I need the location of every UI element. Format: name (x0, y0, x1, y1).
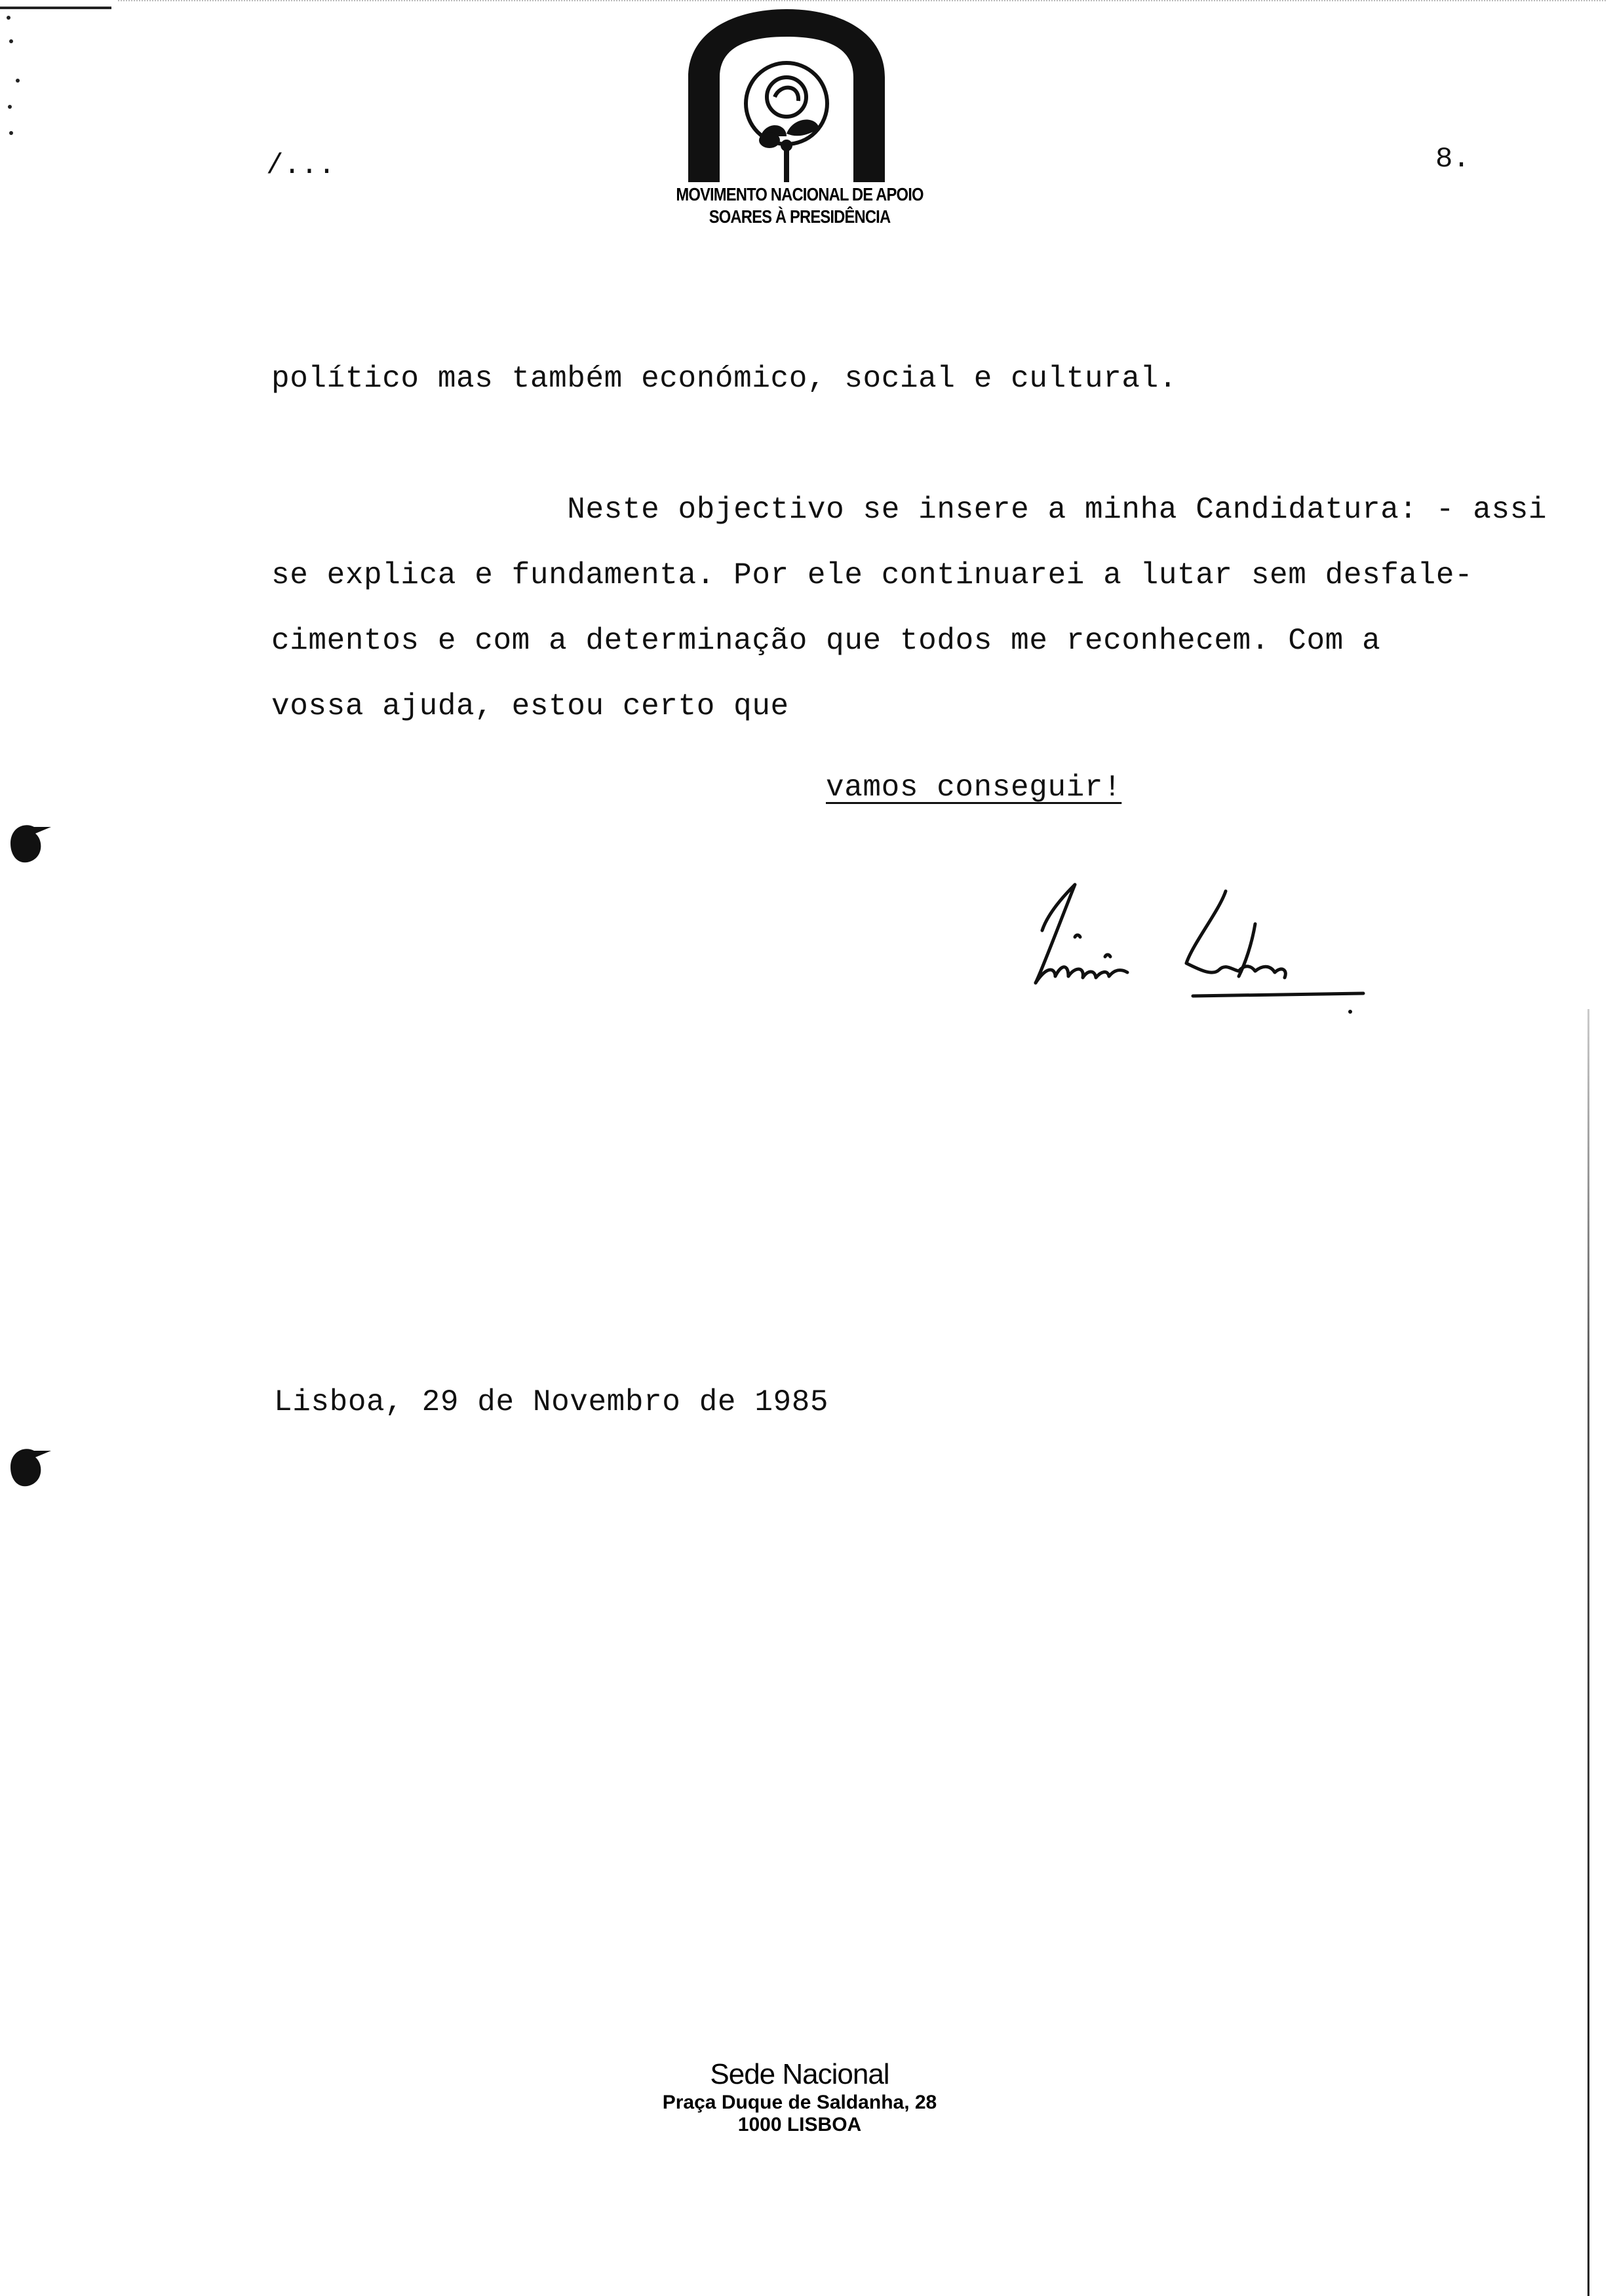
footer-address (590, 2057, 1009, 2136)
logo-caption-line2: SOARES À PRESIDÊNCIA (709, 206, 891, 227)
body-line-1: político mas também económico, social e cultural. (271, 362, 1178, 396)
footer-city: 1000 LISBOA (737, 2114, 862, 2135)
scan-edge-specks (118, 0, 1606, 3)
logo-caption-line1: MOVIMENTO NACIONAL DE APOIO (676, 184, 924, 204)
body-line-5: vossa ajuda, estou certo que (271, 689, 789, 723)
body-line-4: cimentos e com a determinação que todos me reconhecem. Com a (271, 624, 1381, 658)
body-line-2: Neste objectivo se insere a minha Candidatura: - assi (271, 493, 1547, 527)
closing-phrase: vamos conseguir! (826, 771, 1122, 805)
scan-edge-rule (0, 7, 111, 9)
punch-hole-upper (5, 820, 51, 866)
body-line-3: se explica e fundamenta. Por ele continuarei a lutar sem desfale- (271, 558, 1473, 592)
date-line: Lisboa, 29 de Novembro de 1985 (274, 1385, 829, 1419)
continuation-mark: /... (266, 149, 336, 182)
logo-caption (642, 183, 957, 228)
footer-title: Sede Nacional (710, 2058, 889, 2090)
scan-right-edge (1587, 1009, 1589, 2296)
handwritten-signature (1022, 871, 1390, 1042)
punch-hole-lower (5, 1444, 51, 1490)
page-number: 8. (1435, 143, 1470, 176)
footer-street: Praça Duque de Saldanha, 28 (662, 2092, 937, 2113)
